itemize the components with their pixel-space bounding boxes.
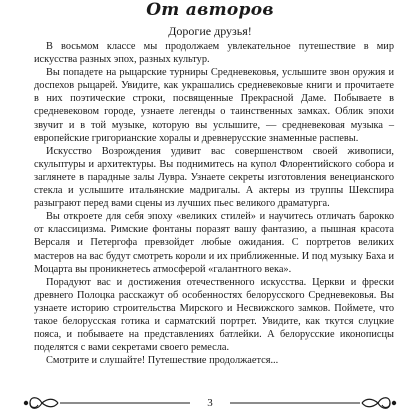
- paragraph: В восьмом классе мы продолжаем увлекательное путешествие в мир искусства разных эпох, разных культур.: [34, 41, 394, 66]
- paragraph: Вы откроете для себя эпоху «великих стилей» и научитесь отличать барокко от классицизма. Римские фонтаны поразят вашу фантазию, а пышная красота Версаля и Петергофа превзойдет любые ожидания. С портретов великих мастеров на вас будут смотреть короли и их приближенные. И под музыку Баха и Моцарта вы проникнетесь атмосферой «галантного века».: [34, 211, 394, 275]
- left-flourish-icon: [24, 398, 58, 409]
- greeting: Дорогие друзья!: [168, 24, 252, 38]
- page-title: От авторов: [146, 0, 274, 20]
- paragraph: Смотрите и слушайте! Путешествие продолжается...: [46, 355, 279, 367]
- page-footer: [0, 388, 420, 420]
- paragraph: Вы попадете на рыцарские турниры Средневековья, услышите звон оружия и доспехов рыцарей. Увидите, как украшались средневековые книги и прочитаете в них поэтические строки, посвященные Прекрасной Даме. Побываете в средневековом городе, узнаете легенды о таинственных замках. Облик эпохи звучит и в той музыке, которую вы услышите, — средневековая музыка – европейские григорианские хоралы и древнерусские знаменные распевы.: [34, 67, 394, 144]
- body-text: [34, 40, 394, 367]
- paragraph: Искусство Возрождения удивит вас совершенством своей живописи, скульптуры и архитектуры. Вы поднимитесь на купол Флорентийского собора и заглянете в парадные залы Лувра. Узнаете секреты изготовления венецианского стекла и услышите итальянские мадригалы. А актеры из труппы Шекспира разыграют перед вами сцены из лучших пьес великого драматурга.: [34, 145, 394, 210]
- page-number: 3: [207, 397, 213, 409]
- paragraph: Порадуют вас и достижения отечественного искусства. Церкви и фрески древнего Полоцка расскажут об особенностях белорусского Средневековья. Вы узнаете историю строительства Мирского и Несвижского замков. Поймете, что такое белорусская готика и сарматский портрет. Увидите, как ткутся слуцкие пояса, и побываете на представлениях батлейки. А белорусские иконописцы поделятся с вами секретами своего ремесла.: [34, 276, 394, 354]
- right-flourish-icon: [362, 398, 396, 409]
